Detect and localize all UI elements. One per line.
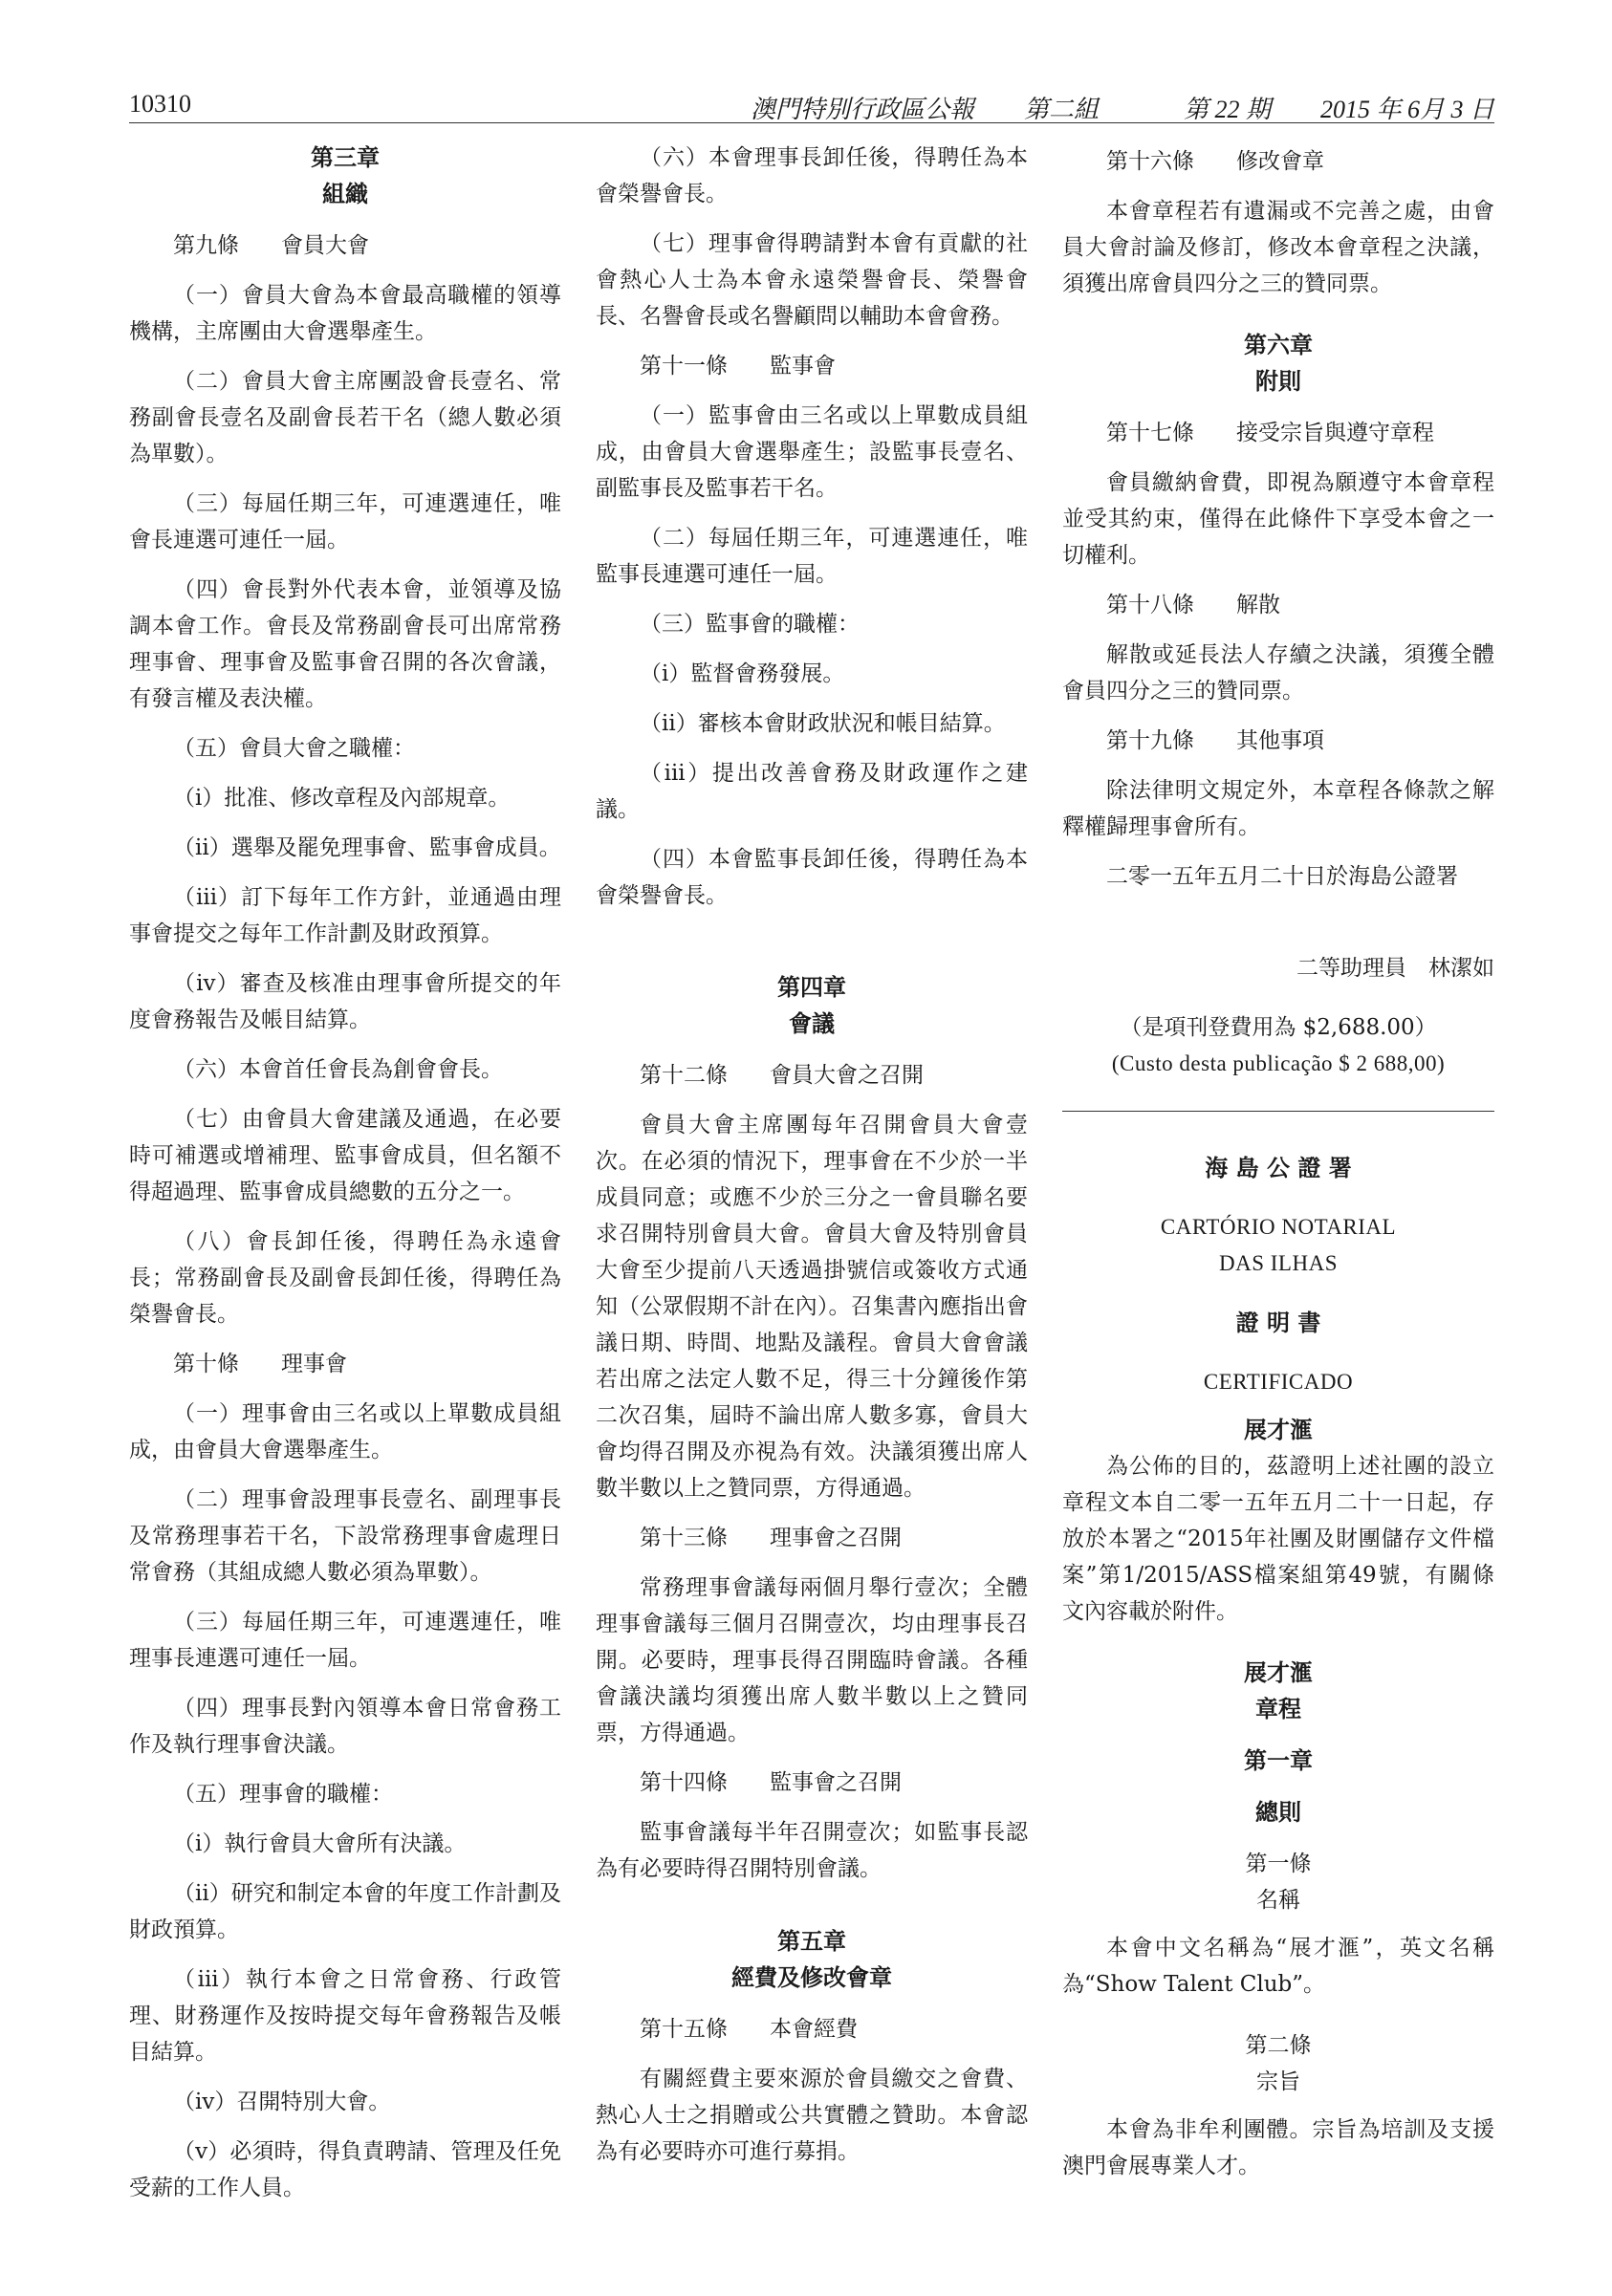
paragraph: 解散或延長法人存續之決議，須獲全體會員四分之三的贊同票。 [1062, 642, 1494, 704]
paragraph: 常務理事會議每兩個月舉行壹次；全體理事會議每三個月召開壹次，均由理事長召開。必要時，理事長得召開臨時會議。各種會議決議均須獲出席人數半數以上之贊同票，方得通過。 [596, 1575, 1028, 1745]
list-item: （i）執行會員大會所有決議。 [173, 1831, 467, 1856]
chapter-subtitle: 會議 [789, 1009, 835, 1037]
list-item: （iii）執行本會之日常會務、行政管理、財務運作及按時提交每年會務報告及帳目結算。 [129, 1967, 561, 2065]
article-number: 第九條 [173, 233, 239, 258]
article-heading [596, 2011, 1028, 2047]
article-heading [129, 227, 561, 264]
paragraph: （一）理事會由三名或以上單數成員組成，由會員大會選舉產生。 [129, 1401, 561, 1462]
statute-label: 章程 [1255, 1695, 1301, 1722]
article-heading [1062, 723, 1494, 759]
article-title: 理事會 [281, 1352, 347, 1376]
publication-fee-zh: （是項刊登費用為 $2,688.00） [1120, 1015, 1437, 1040]
list-item: （iv）召開特別大會。 [173, 2090, 391, 2114]
list-item: （ii）選舉及罷免理事會、監事會成員。 [173, 835, 561, 860]
notary-office-pt: DAS ILHAS [1219, 1251, 1338, 1275]
page-header [129, 84, 1494, 126]
paragraph: 為公佈的目的，茲證明上述社團的設立章程文本自二零一五年五月二十一日起，存放於本署之“2015年社團及財團儲存文件檔案”第1/2015/ASS檔案組第49號，有關條文內容載於附件。 [1062, 1454, 1494, 1624]
chapter-subtitle: 組織 [322, 180, 368, 207]
chapter-title: 第四章 [777, 973, 846, 1001]
article-number: 第十六條 [1106, 149, 1194, 174]
article-heading [1062, 415, 1494, 451]
paragraph: （一）會員大會為本會最高職權的領導機構，主席團由大會選舉產生。 [129, 283, 561, 344]
article-number: 第十八條 [1106, 593, 1194, 617]
chapter-subtitle: 附則 [1255, 367, 1301, 395]
article-title: 修改會章 [1236, 149, 1324, 174]
article-number: 第十九條 [1106, 728, 1194, 753]
article-number: 第十一條 [640, 354, 728, 379]
article-number: 第十四條 [640, 1770, 728, 1795]
article-number: 第十七條 [1106, 421, 1194, 445]
paragraph: 會員繳納會費，即視為願遵守本會章程並受其約束，僅得在此條件下享受本會之一切權利。 [1062, 470, 1494, 568]
section-divider [1062, 1111, 1494, 1112]
paragraph: （三）每屆任期三年，可連選連任，唯會長連選可連任一屆。 [129, 491, 561, 552]
date-line: 二零一五年五月二十日於海島公證署 [1106, 864, 1458, 889]
list-item: （ii）審核本會財政狀況和帳目結算。 [640, 711, 1006, 736]
article-heading [596, 1057, 1028, 1094]
article-number: 第十三條 [640, 1526, 728, 1550]
paragraph: （二）會員大會主席團設會長壹名、常務副會長壹名及副會長若干名（總人數必須為單數）。 [129, 369, 561, 466]
paragraph: 監事會議每半年召開壹次；如監事長認為有必要時得召開特別會議。 [596, 1820, 1028, 1881]
list-item: （iii）訂下每年工作方針，並通過由理事會提交之每年工作計劃及財政預算。 [129, 885, 561, 946]
statute-association-name: 展才滙 [1244, 1658, 1313, 1686]
list-item: （v）必須時，得負責聘請、管理及任免受薪的工作人員。 [129, 2139, 561, 2200]
article-title: 監事會之召開 [770, 1770, 902, 1795]
paragraph: （四）本會監事長卸任後，得聘任為本會榮譽會長。 [596, 847, 1028, 908]
column-right [1062, 140, 1494, 2198]
list-item: （iii）提出改善會務及財政運作之建議。 [596, 761, 1028, 822]
list-item: （ii）研究和制定本會的年度工作計劃及財政預算。 [129, 1881, 561, 1942]
gazette-title: 澳門特別行政區公報 第二組 [751, 96, 1100, 123]
notary-office-zh: 海 島 公 證 署 [1205, 1154, 1352, 1181]
column-left [129, 140, 561, 2220]
page-number: 10310 [129, 90, 191, 118]
paragraph: （一）監事會由三名或以上單數成員組成，由會員大會選舉產生；設監事長壹名、副監事長及監事若干名。 [596, 403, 1028, 501]
list-item: （i）批准、修改章程及內部規章。 [173, 786, 511, 811]
paragraph: （三）每屆任期三年，可連選連任，唯理事長連選可連任一屆。 [129, 1610, 561, 1671]
article-number: 第十條 [173, 1352, 239, 1376]
article-heading [1062, 587, 1494, 623]
article-heading [596, 348, 1028, 384]
paragraph: 本會中文名稱為“展才滙”，英文名稱為“Show Talent Club”。 [1062, 1936, 1494, 1997]
paragraph: （八）會長卸任後，得聘任為永遠會長；常務副會長及副會長卸任後，得聘任為榮譽會長。 [129, 1229, 561, 1327]
paragraph: 會員大會主席團每年召開會員大會壹次。在必須的情況下，理事會在不少於一半成員同意；或應不少於三分之一會員聯名要求召開特別會員大會。會員大會及特別會員大會至少提前八天透過掛號信或簽收方式通知（公眾假期不計在內）。召集書內應指出會議日期、時間、地點及議程。會員大會會議若出席之法定人數不足，得三十分鐘後作第二次召集，屆時不論出席人數多寡，會員大會均得召開及亦視為有效。決議須獲出席人數半數以上之贊同票，方得通過。 [596, 1113, 1028, 1501]
article-title: 宗旨 [1256, 2069, 1300, 2094]
chapter-subtitle: 經費及修改會章 [731, 1963, 892, 1991]
signatory: 二等助理員 林潔如 [1296, 956, 1494, 981]
header-divider [129, 122, 1494, 123]
chapter-title: 第五章 [777, 1927, 846, 1955]
chapter-title: 第一章 [1244, 1746, 1313, 1774]
article-number: 第十五條 [640, 2017, 728, 2042]
article-title: 其他事項 [1236, 728, 1324, 753]
list-item: （iv）審查及核准由理事會所提交的年度會務報告及帳目結算。 [129, 971, 561, 1032]
article-number: 第十二條 [640, 1063, 728, 1088]
paragraph: （三）監事會的職權： [640, 612, 860, 637]
article-title: 監事會 [770, 354, 836, 379]
article-number: 第一條 [1245, 1852, 1312, 1876]
article-heading [596, 1520, 1028, 1556]
article-heading [129, 1346, 561, 1382]
article-title: 名稱 [1256, 1888, 1300, 1913]
certificate-title-pt: CERTIFICADO [1203, 1370, 1354, 1394]
article-heading [596, 1765, 1028, 1801]
chapter-title: 第六章 [1244, 331, 1313, 358]
paragraph: （七）由會員大會建議及通過，在必要時可補選或增補理、監事會成員，但名額不得超過理、監事會成員總數的五分之一。 [129, 1107, 561, 1204]
article-title: 解散 [1236, 593, 1280, 617]
paragraph: （七）理事會得聘請對本會有貢獻的社會熱心人士為本會永遠榮譽會長、榮譽會長、名譽會長或名譽顧問以輔助本會會務。 [596, 231, 1028, 329]
chapter-subtitle: 總則 [1255, 1798, 1301, 1826]
issue-date: 第 22 期 2015 年 6月 3 日 [1183, 96, 1494, 123]
list-item: （i）監督會務發展。 [640, 661, 845, 686]
paragraph: 除法律明文規定外，本章程各條款之解釋權歸理事會所有。 [1062, 778, 1494, 839]
certificate-title-zh: 證 明 書 [1235, 1309, 1321, 1336]
paragraph: 有關經費主要來源於會員繳交之會費、熱心人士之捐贈或公共實體之贊助。本會認為有必要時亦可進行募捐。 [596, 2067, 1028, 2164]
paragraph: （四）會長對外代表本會，並領導及協調本會工作。會長及常務副會長可出席常務理事會、理事會及監事會召開的各次會議，有發言權及表決權。 [129, 577, 561, 711]
publication-fee-pt: (Custo desta publicação $ 2 688,00) [1111, 1051, 1446, 1075]
paragraph: （六）本會理事長卸任後，得聘任為本會榮譽會長。 [596, 145, 1028, 206]
article-heading [1062, 143, 1494, 180]
article-title: 會員大會 [281, 233, 369, 258]
paragraph: 本會為非牟利團體。宗旨為培訓及支援澳門會展專業人才。 [1062, 2117, 1494, 2178]
article-title: 接受宗旨與遵守章程 [1236, 421, 1434, 445]
article-title: 本會經費 [770, 2017, 858, 2042]
association-name: 展才滙 [1244, 1416, 1313, 1443]
column-middle [596, 140, 1028, 2183]
paragraph: （四）理事長對內領導本會日常會務工作及執行理事會決議。 [129, 1696, 561, 1757]
article-title: 會員大會之召開 [770, 1063, 924, 1088]
article-title: 理事會之召開 [770, 1526, 902, 1550]
paragraph: （五）會員大會之職權： [173, 736, 415, 761]
notary-office-pt: CARTÓRIO NOTARIAL [1160, 1215, 1397, 1239]
paragraph: （二）每屆任期三年，可連選連任，唯監事長連選可連任一屆。 [596, 526, 1028, 587]
article-number: 第二條 [1245, 2033, 1312, 2058]
paragraph: （六）本會首任會長為創會會長。 [173, 1057, 503, 1082]
chapter-title: 第三章 [311, 143, 380, 171]
paragraph: 本會章程若有遺漏或不完善之處，由會員大會討論及修訂，修改本會章程之決議，須獲出席會員四分之三的贊同票。 [1062, 199, 1494, 296]
paragraph: （五）理事會的職權： [173, 1782, 393, 1807]
paragraph: （二）理事會設理事長壹名、副理事長及常務理事若干名，下設常務理事會處理日常會務（其組成總人數必須為單數）。 [129, 1487, 561, 1585]
